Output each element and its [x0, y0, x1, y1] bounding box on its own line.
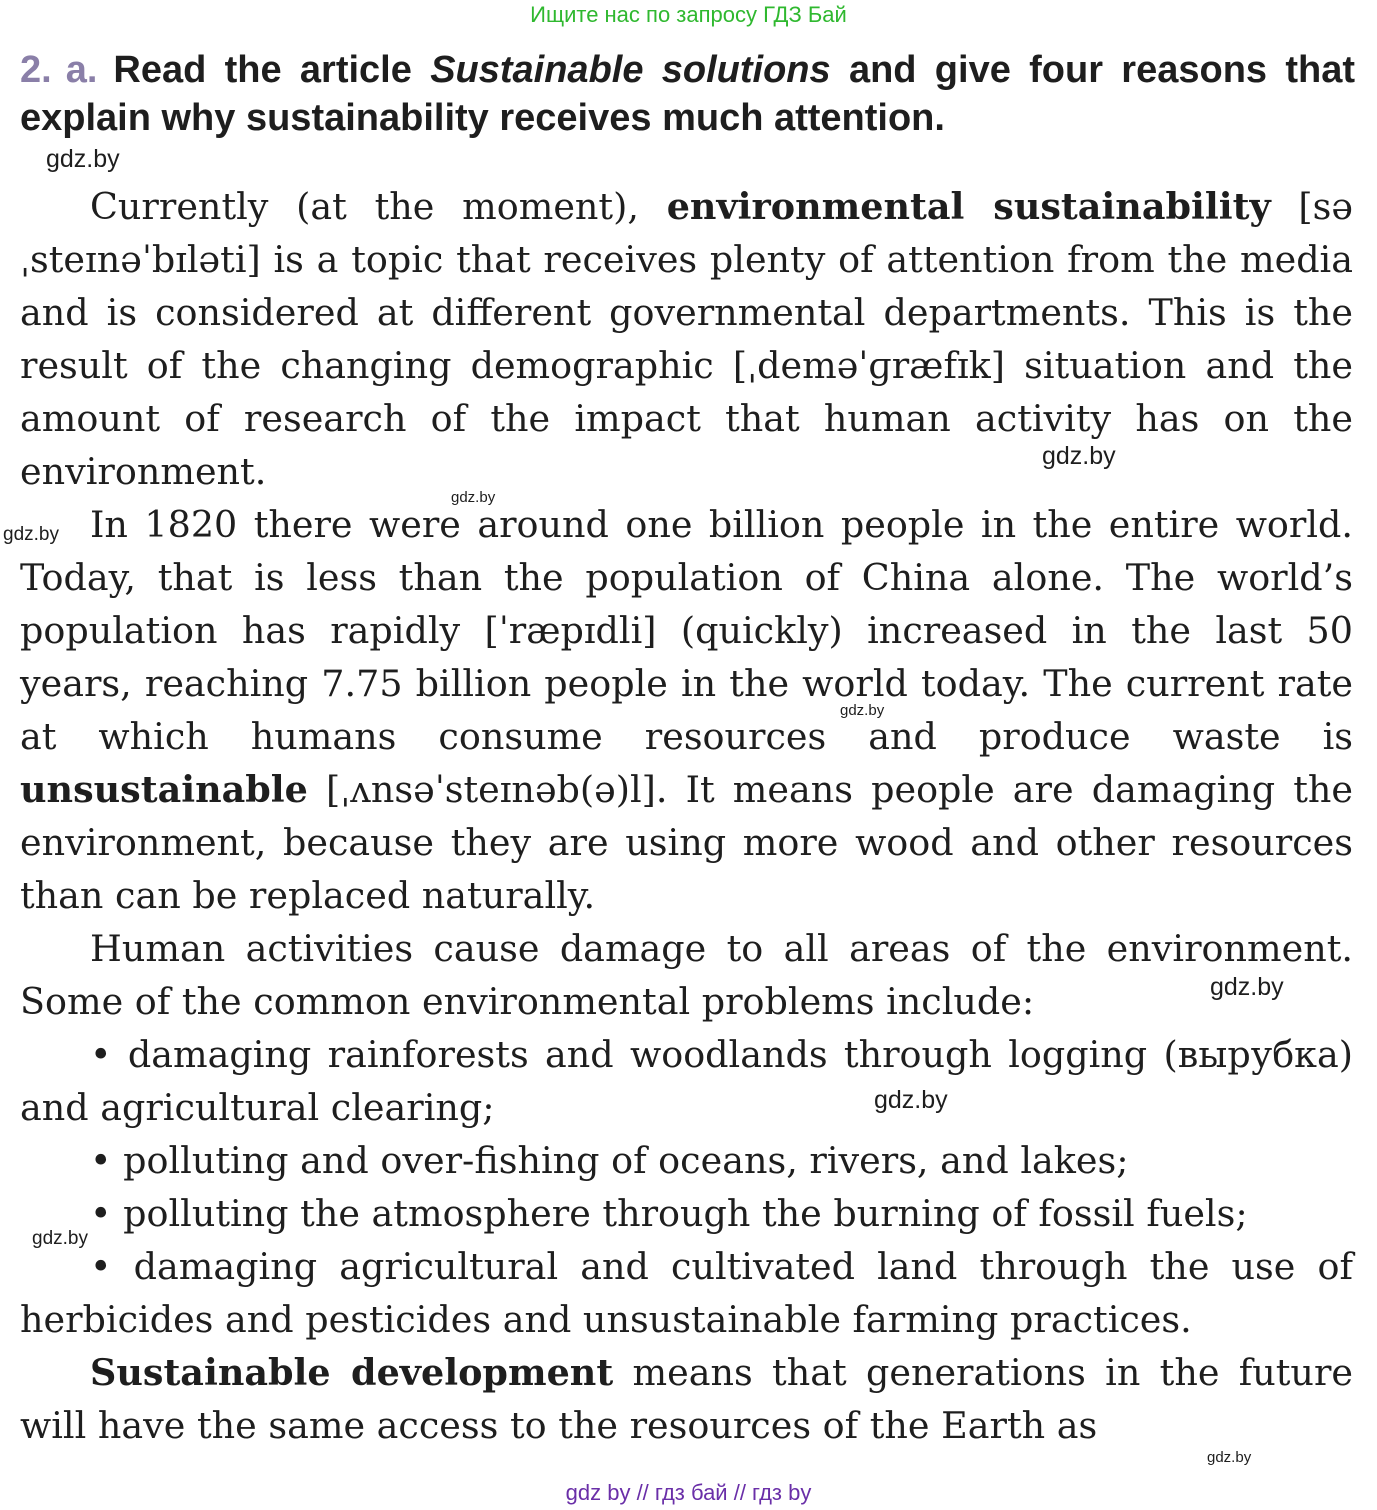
bullet-item	[20, 1187, 1353, 1240]
term-unsustainable: unsustainable	[20, 768, 308, 811]
watermark: gdz.by	[1042, 442, 1116, 470]
task-letter: a.	[65, 49, 98, 91]
task-heading	[20, 46, 1355, 142]
paragraph-4-text: means that generations in the future will have the same access to the resources of the Earth as	[20, 1351, 1353, 1447]
footer-links: gdz by // гдз бай // гдз by	[565, 1480, 812, 1505]
watermark: gdz.by	[32, 1228, 88, 1249]
task-number: 2.	[20, 49, 52, 91]
paragraph-1	[20, 180, 1353, 498]
term-sustainable-development: Sustainable development	[90, 1351, 614, 1394]
paragraph-3: Human activities cause damage to all areas of the environment. Some of the common environmental problems include:	[20, 927, 1353, 1023]
term-environmental-sustainability: environmental sustainability	[666, 185, 1271, 228]
watermark: gdz.by	[840, 702, 885, 719]
bullet-text: polluting the atmosphere through the burning of fossil fuels;	[123, 1192, 1248, 1235]
paragraph-2-text-b: [ˌʌnsəˈsteɪnəb(ə)l]. It means people are damaging the environment, because they are using more wood and other resources than can be replaced naturally.	[20, 768, 1353, 917]
watermark: gdz.by	[3, 524, 59, 545]
paragraph-1-text-b: [səˌsteɪnəˈbɪləti] is a topic that receives plenty of attention from the media and is considered at different governmental departments. This is the result of the changing demographic [ˌdeməˈɡræfɪk] situation and the amount of research of the impact that human activity has on the environment.	[20, 185, 1353, 493]
paragraph-2-text-a: In 1820 there were around one billion people in the entire world. Today, that is less than the population of China alone. The world’s population has rapidly [ˈræpɪdli] (quickly) increased in the last 50 years, reaching 7.75 billion people in the world today. The current rate at which humans consume resources and produce waste is	[20, 503, 1353, 758]
bullet-text: damaging agricultural and cultivated land through the use of herbicides and pesticides and unsustainable farming practices.	[20, 1245, 1353, 1341]
bullet-icon: •	[90, 1245, 112, 1288]
bullet-icon: •	[90, 1192, 112, 1235]
bullet-item	[20, 1240, 1353, 1346]
article-body	[20, 180, 1353, 1452]
watermark: gdz.by	[1210, 973, 1284, 1001]
task-text-part1: Read the article	[113, 49, 431, 91]
paragraph-4	[20, 1346, 1353, 1452]
bullet-icon: •	[90, 1139, 112, 1182]
bullet-icon: •	[90, 1033, 112, 1076]
article-title: Sustainable solutions	[430, 49, 831, 91]
top-banner: Ищите нас по запросу ГДЗ Бай	[530, 2, 847, 27]
bullet-item	[20, 1134, 1353, 1187]
bullet-text: polluting and over-fishing of oceans, rivers, and lakes;	[123, 1139, 1129, 1182]
paragraph-1-text-a: Currently (at the moment),	[90, 185, 667, 228]
paragraph-2	[20, 498, 1353, 922]
watermark: gdz.by	[451, 489, 496, 506]
task-text-part2: and give four reasons that explain why sustainability receives much attention.	[20, 49, 1355, 139]
watermark: gdz.by	[874, 1086, 948, 1114]
watermark: gdz.by	[46, 145, 120, 173]
watermark: gdz.by	[1207, 1449, 1252, 1466]
bullet-item	[20, 1028, 1353, 1134]
bullet-text: damaging rainforests and woodlands through logging (вырубка) and agricultural clearing;	[20, 1033, 1353, 1129]
